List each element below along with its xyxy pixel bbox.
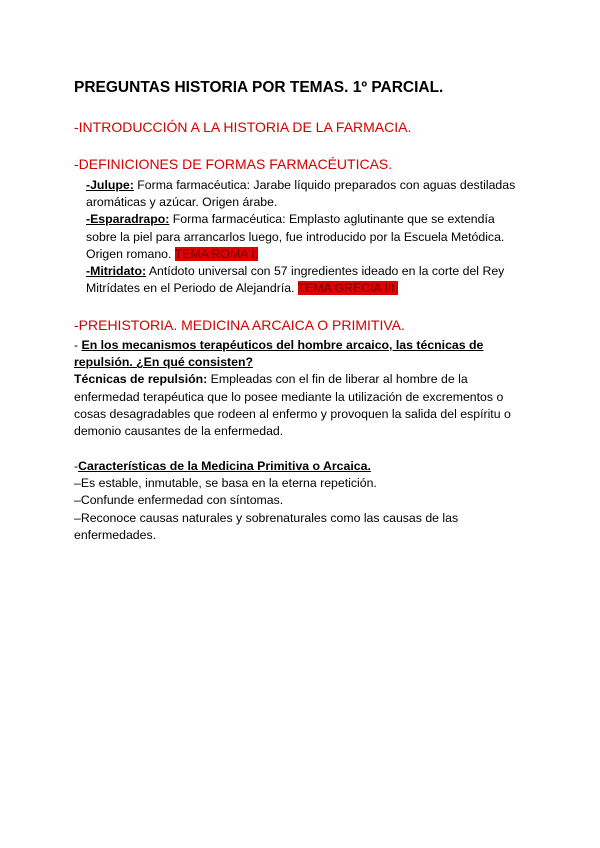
- answer: [74, 371, 524, 440]
- page-title: PREGUNTAS HISTORIA POR TEMAS. 1º PARCIAL.: [74, 79, 444, 96]
- caracteristicas-block: [74, 458, 524, 544]
- definition-term: -Mitridato:: [86, 264, 147, 279]
- question: [74, 337, 524, 371]
- answer-text: Empleadas con el fin de liberar al hombre de la enfermedad terapéutica que lo posee mediante la utilización de excrementos o cosas desagradables que rodeen al enfermo y provoquen la salida del espíritu o demonio causantes de la enfermedad.: [74, 372, 511, 439]
- definition-julupe: [74, 177, 524, 211]
- definition-text: Forma farmacéutica: Jarabe líquido preparados con aguas destiladas aromáticas y azúcar. Origen árabe.: [86, 178, 516, 210]
- question-text: En los mecanismos terapéuticos del hombre arcaico, las técnicas de repulsión. ¿En qué consisten?: [74, 338, 484, 370]
- definition-text: Antídoto universal con 57 ingredientes ideado en la corte del Rey Mitrídates en el Periodo de Alejandría.: [86, 264, 505, 296]
- question-prefix: -: [74, 338, 82, 352]
- definition-text: Forma farmacéutica: Emplasto aglutinante que se extendía sobre la piel para arrancarlos luego, fue introducido por la Escuela Metódica. Origen romano.: [86, 212, 505, 261]
- definition-term: -Esparadrapo:: [86, 212, 170, 227]
- section-heading-prehistoria: -PREHISTORIA. MEDICINA ARCAICA O PRIMITIVA.: [74, 317, 405, 333]
- section-heading-intro: -INTRODUCCIÓN A LA HISTORIA DE LA FARMACIA.: [74, 119, 412, 135]
- list-item: –Es estable, inmutable, se basa en la eterna repetición.: [74, 476, 377, 491]
- caracteristicas-heading: [74, 458, 524, 475]
- section-heading-definiciones: -DEFINICIONES DE FORMAS FARMACÉUTICAS.: [74, 156, 393, 172]
- list-item: –Reconoce causas naturales y sobrenaturales como las causas de las enfermedades.: [74, 510, 459, 542]
- definition-term: -Julupe:: [86, 178, 134, 192]
- topic-tag-highlight: TEMA GRECIA III.: [297, 281, 399, 296]
- heading-text: Características de la Medicina Primitiva o Arcaica.: [78, 459, 371, 473]
- definitions-list: [74, 177, 524, 297]
- definition-esparadrapo: [74, 211, 524, 263]
- answer-label: Técnicas de repulsión:: [74, 372, 208, 387]
- prehistoria-block: [74, 337, 524, 440]
- heading-prefix: -: [74, 459, 79, 473]
- list-item: –Confunde enfermedad con síntomas.: [74, 493, 284, 508]
- topic-tag-highlight: TEMA ROMA I.: [174, 246, 258, 261]
- definition-mitridato: [74, 263, 524, 297]
